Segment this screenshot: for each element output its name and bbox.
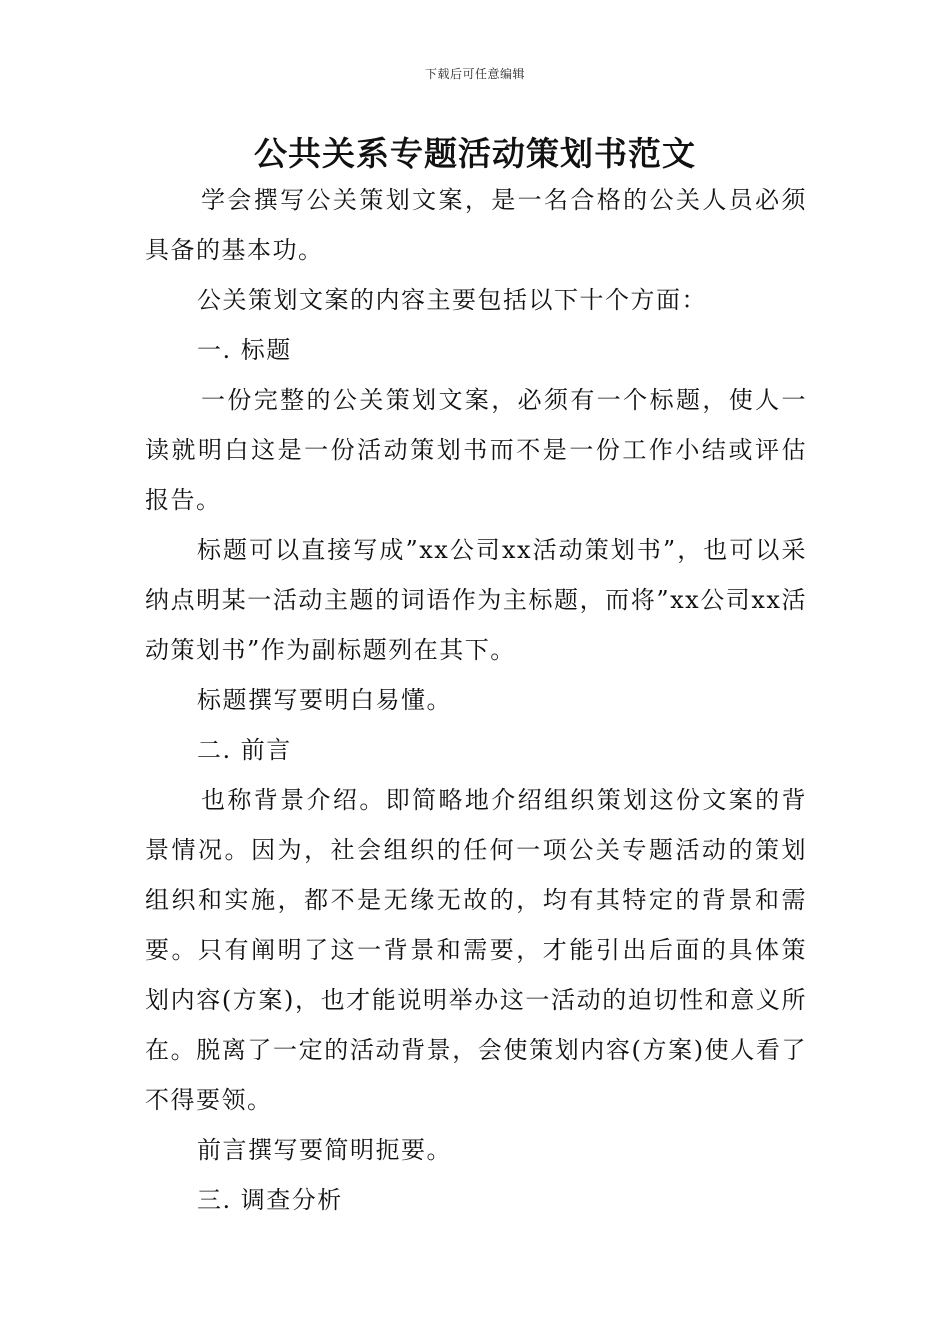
- paragraph-title-tip: 标题撰写要明白易懂。: [197, 686, 452, 714]
- paragraph-overview: 公关策划文案的内容主要包括以下十个方面：: [197, 286, 707, 314]
- paragraph-title-desc: 一份完整的公关策划文案，必须有一个标题，使人一读就明白这是一份活动策划书而不是一份工作小结或评估报告。: [145, 386, 807, 514]
- header-note: 下载后可任意编辑: [424, 67, 525, 81]
- section-heading-preface: 二. 前言: [197, 736, 292, 764]
- paragraph-intro: 学会撰写公关策划文案，是一名合格的公关人员必须具备的基本功。: [145, 186, 807, 264]
- section-heading-title: 一. 标题: [197, 336, 292, 364]
- document-title: 公共关系专题活动策划书范文: [254, 134, 696, 173]
- paragraph-preface-tip: 前言撰写要简明扼要。: [197, 1136, 452, 1164]
- paragraph-title-format: 标题可以直接写成”xx公司xx活动策划书”，也可以采纳点明某一活动主题的词语作为主标题，而将”xx公司xx活动策划书”作为副标题列在其下。: [145, 536, 807, 664]
- section-heading-survey: 三. 调查分析: [197, 1186, 343, 1214]
- paragraph-preface-desc: 也称背景介绍。即简略地介绍组织策划这份文案的背景情况。因为，社会组织的任何一项公关专题活动的策划组织和实施，都不是无缘无故的，均有其特定的背景和需要。只有阐明了这一背景和需要，才能引出后面的具体策划内容(方案)，也才能说明举办这一活动的迫切性和意义所在。脱离了一定的活动背景，会使策划内容(方案)使人看了不得要领。: [145, 786, 807, 1114]
- document-body: [145, 175, 807, 1225]
